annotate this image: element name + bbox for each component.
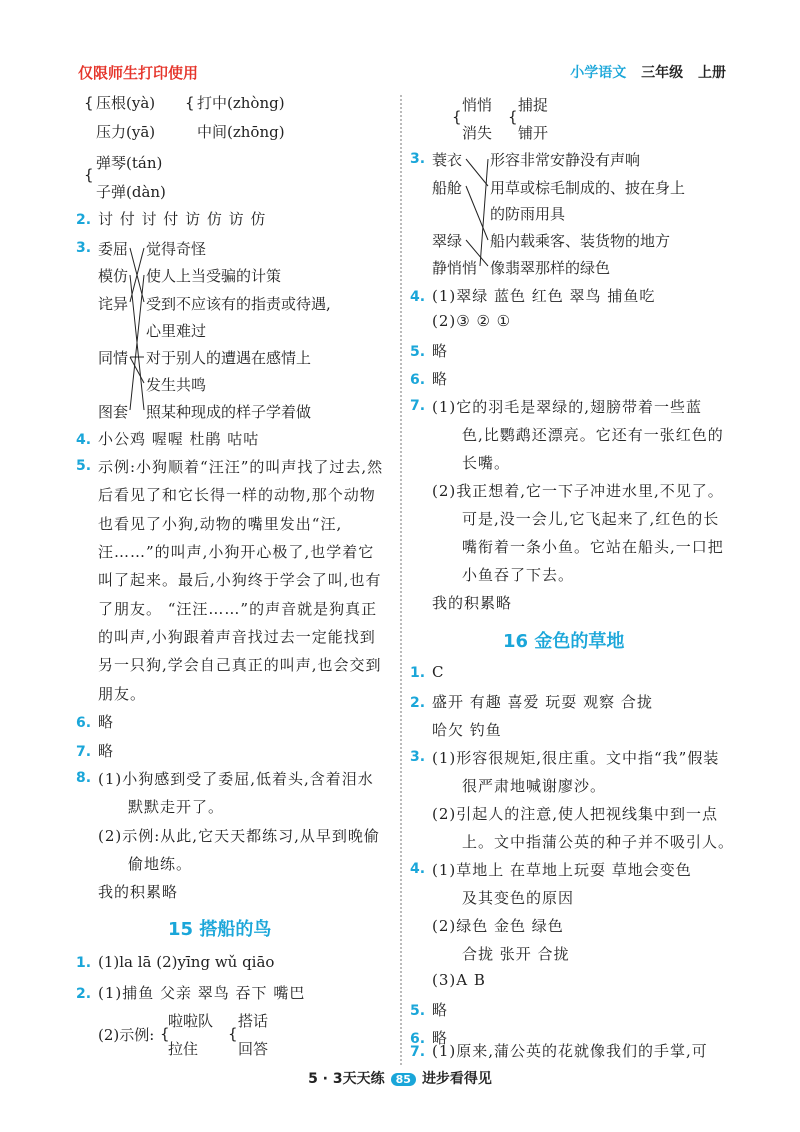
q5-line: 的叫声,小狗跟着声音找过去一定能找到	[98, 628, 376, 646]
grade: 三年级	[641, 65, 684, 81]
s16-q6: 6. 略	[410, 1029, 448, 1047]
q3-left-2: 模仿	[98, 267, 129, 285]
section-16-title: 16 金色的草地	[503, 631, 625, 652]
q3-right-6: 发生共鸣	[146, 376, 207, 394]
q5-line: 也看见了小狗,动物的嘴里发出“汪,	[98, 515, 343, 533]
subject: 小学语文	[570, 65, 627, 81]
q5-line: 后看见了和它长得一样的动物,那个动物	[98, 486, 376, 504]
s16-q4-line: (2)绿色 金色 绿色	[432, 917, 564, 935]
s16-q3-num: 3.	[410, 749, 426, 765]
r-q7-num: 7.	[410, 398, 426, 414]
q8-num: 8.	[76, 770, 92, 786]
s16-q3-line: 很严肃地喊谢廖沙。	[462, 777, 607, 795]
r-q7-line: 色,比鹦鹉还漂亮。它还有一张红色的	[462, 426, 724, 444]
q5-num: 5.	[76, 458, 92, 474]
s15-word: 啦啦队	[168, 1012, 214, 1030]
brace: {	[84, 166, 94, 184]
q3-right-5: 对于别人的遭遇在感情上	[146, 349, 312, 367]
s16-q4-line: 及其变色的原因	[462, 889, 575, 907]
volume: 上册	[698, 65, 726, 81]
page-number: 85	[391, 1073, 416, 1086]
r-q3-left: 翠绿	[432, 232, 463, 250]
word: 悄悄	[462, 96, 493, 114]
q8-line: 默默走开了。	[128, 798, 225, 816]
q3-right-2: 使人上当受骗的计策	[146, 267, 282, 285]
r-q4b: (2)③ ② ①	[432, 312, 512, 330]
r-q3-right: 用草或棕毛制成的、披在身上	[490, 179, 686, 197]
word: 消失	[462, 124, 493, 142]
footer-slogan: 进步看得见	[421, 1071, 492, 1087]
brace: {	[185, 94, 195, 112]
q3-left-1: 委屈	[98, 240, 129, 258]
pinyin-6: 子弹(dàn)	[96, 183, 166, 201]
r-q3-left: 蓑衣	[432, 151, 463, 169]
r-q7-line: (1)它的羽毛是翠绿的,翅膀带着一些蓝	[432, 398, 703, 416]
footer-brand: 5 · 3天天练	[308, 1071, 385, 1087]
r-q3-right: 形容非常安静没有声响	[490, 151, 641, 169]
section-15-title: 15 搭船的鸟	[168, 919, 272, 940]
r-q3-left: 静悄悄	[432, 259, 478, 277]
word: 捕捉	[518, 96, 549, 114]
print-notice: 仅限师生打印使用	[78, 64, 199, 82]
q3-right-7: 照某种现成的样子学着做	[146, 403, 312, 421]
brace: {	[84, 94, 94, 112]
q6: 6. 略	[76, 713, 114, 731]
s15-q1: 1. (1)la lā (2)yīng wǔ qiāo	[76, 953, 275, 971]
brace: {	[228, 1025, 238, 1043]
r-q5: 5. 略	[410, 342, 448, 360]
r-q3-right: 船内载乘客、装货物的地方	[490, 232, 671, 250]
s16-q4-line: (3)A B	[432, 971, 486, 989]
s15-word: 回答	[238, 1040, 269, 1058]
q3-left-4: 同情	[98, 349, 129, 367]
jilei-left: 我的积累略	[98, 883, 179, 901]
pinyin-2: 打中(zhòng)	[197, 94, 285, 112]
q5-line: 叫了起来。最后,小狗终于学会了叫,也有	[98, 571, 382, 589]
q2: 2. 讨 付 讨 付 访 仿 访 仿	[76, 210, 267, 228]
s16-q2-line: 哈欠 钓鱼	[432, 721, 502, 739]
r-q3-right: 像翡翠那样的绿色	[490, 259, 611, 277]
s16-q4-line: 合拢 张开 合拢	[462, 945, 570, 963]
r-q3-left: 船舱	[432, 179, 463, 197]
brace: {	[452, 108, 462, 126]
s15-word: 拉住	[168, 1040, 199, 1058]
s15-q2: 2. (1)捕鱼 父亲 翠鸟 吞下 嘴巴	[76, 984, 306, 1002]
s16-q3-line: 上。文中指蒲公英的种子并不吸引人。	[462, 833, 735, 851]
r-q4a: 4. (1)翠绿 蓝色 红色 翠鸟 捕鱼吃	[410, 287, 656, 305]
s16-q2: 2. 盛开 有趣 喜爱 玩耍 观察 合拢	[410, 693, 653, 711]
r-q3-right: 的防雨用具	[490, 205, 566, 223]
q8-line: (2)示例:从此,它天天都练习,从早到晚偷	[98, 827, 380, 845]
q3-right-1: 觉得奇怪	[146, 240, 207, 258]
s16-q1: 1. C	[410, 663, 444, 681]
q5-line: 示例:小狗顺着“汪汪”的叫声找了过去,然	[98, 458, 384, 476]
r-q7-line: 可是,没一会儿,它飞起来了,红色的长	[462, 510, 720, 528]
q5-line: 了朋友。 “汪汪……”的声音就是狗真正	[98, 600, 378, 618]
pinyin-5: 弹琴(tán)	[96, 154, 163, 172]
q3-right-3: 受到不应该有的指责或待遇,	[146, 295, 331, 313]
pinyin-3: 压力(yā)	[96, 123, 156, 141]
jilei-right: 我的积累略	[432, 594, 513, 612]
q3-left-5: 图套	[98, 403, 129, 421]
q8-line: (1)小狗感到受了委屈,低着头,含着泪水	[98, 770, 374, 788]
footer	[0, 1068, 800, 1088]
brace: {	[160, 1025, 170, 1043]
s15-q2b-label: (2)示例:	[98, 1026, 155, 1044]
pinyin-4: 中间(zhōng)	[197, 123, 285, 141]
s15-word: 搭话	[238, 1012, 269, 1030]
pinyin-1: 压根(yà)	[96, 94, 156, 112]
s16-q7: 7. (1)原来,蒲公英的花就像我们的手掌,可	[410, 1042, 708, 1060]
r-q6: 6. 略	[410, 370, 448, 388]
q3-num: 3.	[76, 240, 92, 256]
s16-q5: 5. 略	[410, 1001, 448, 1019]
s16-q3-line: (2)引起人的注意,使人把视线集中到一点	[432, 805, 719, 823]
q8-line: 偷地练。	[128, 855, 193, 873]
q4: 4. 小公鸡 喔喔 杜鹃 咕咕	[76, 430, 260, 448]
q7: 7. 略	[76, 742, 114, 760]
r-q3-num: 3.	[410, 151, 426, 167]
s16-q4-num: 4.	[410, 861, 426, 877]
r-q7-line: 长嘴。	[462, 454, 511, 472]
q5-line: 汪……”的叫声,小狗开心极了,也学着它	[98, 543, 375, 561]
q3-left-3: 诧异	[98, 295, 129, 313]
s16-q3-line: (1)形容很规矩,很庄重。文中指“我”假装	[432, 749, 720, 767]
q3-right-4: 心里难过	[146, 322, 207, 340]
r-q7-line: (2)我正想着,它一下子冲进水里,不见了。	[432, 482, 724, 500]
brace: {	[508, 108, 518, 126]
word: 铺开	[518, 124, 549, 142]
s16-q4-line: (1)草地上 在草地上玩耍 草地会变色	[432, 861, 692, 879]
q5-line: 朋友。	[98, 685, 147, 703]
q5-line: 另一只狗,学会自己真正的叫声,也会交到	[98, 656, 382, 674]
r-q7-line: 嘴衔着一条小鱼。它站在船头,一口把	[462, 538, 724, 556]
r-q7-line: 小鱼吞了下去。	[462, 566, 575, 584]
